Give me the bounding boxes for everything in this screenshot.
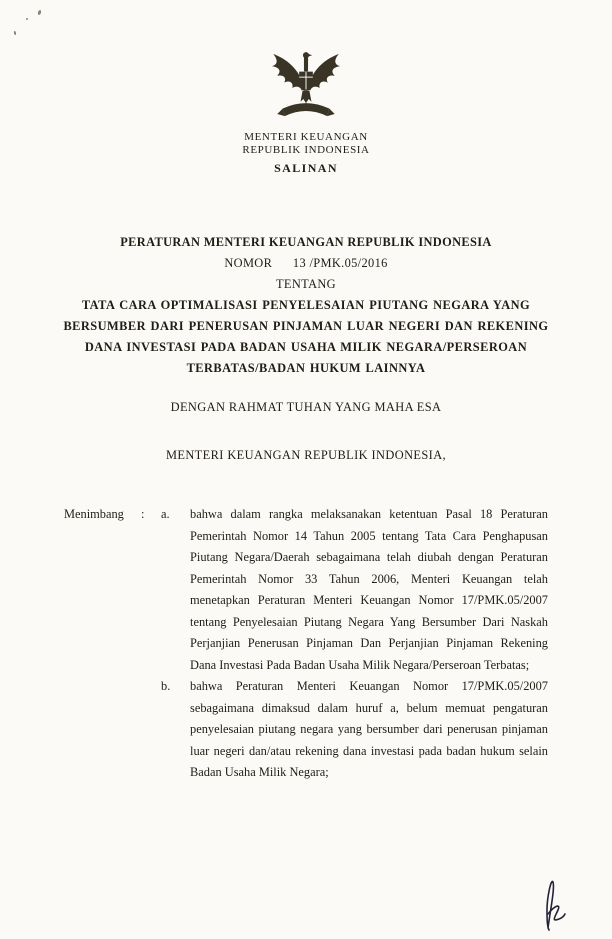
scan-speck [37,10,41,16]
garuda-pancasila-emblem-icon [265,42,347,130]
invocation-line: DENGAN RAHMAT TUHAN YANG MAHA ESA [170,400,442,414]
authority-line: MENTERI KEUANGAN REPUBLIK INDONESIA, [165,448,447,462]
scan-speck [26,18,28,20]
menimbang-items [161,504,548,784]
copy-label: SALINAN [274,161,338,175]
regulation-number: NOMOR 13 /PMK.05/2016 [224,256,388,270]
item-marker: a. [161,507,170,521]
menimbang-label: Menimbang [64,507,124,521]
item-text: bahwa dalam rangka melaksanakan ketentuan Pasal 18 Peraturan Pemerintah Nomor 14 Tahun 2005 tentang Tata Cara Penghapusan Piutang Negara/Daerah sebagaimana telah diubah dengan Peraturan Pemerintah Nomor 33 Tahun 2006, Menteri Keuangan telah menetapkan Peraturan Menteri Keuangan Nomor 17/PMK.05/2007 tentang Penyelesaian Piutang Negara Yang Bersumber Dari Naskah Perjanjian Penerusan Pinjaman Dan Perjanjian Pinjaman Rekening Dana Investasi Pada Badan Usaha Milik Negara/Perseroan Terbatas; [190,507,548,672]
menimbang-colon: : [141,507,145,521]
handwritten-initial [534,876,576,934]
consideration-item [161,504,548,676]
regulation-title-line: PERATURAN MENTERI KEUANGAN REPUBLIK INDONESIA [120,235,492,249]
letterhead [0,131,612,176]
title-block [60,232,552,379]
republic-name: REPUBLIK INDONESIA [242,144,370,156]
scan-speck [14,31,17,35]
item-marker: b. [161,679,171,693]
regulation-subject: TATA CARA OPTIMALISASI PENYELESAIAN PIUTANG NEGARA YANG BERSUMBER DARI PENERUSAN PINJAMAN LUAR NEGERI DAN REKENING DANA INVESTASI PADA BADAN USAHA MILIK NEGARA/PERSEROAN TERBATAS/BADAN HUKUM LAINNYA [63,298,549,375]
menimbang-section [64,504,548,784]
consideration-item [161,676,548,784]
item-text: bahwa Peraturan Menteri Keuangan Nomor 17/PMK.05/2007 sebagaimana dimaksud dalam huruf a, belum memuat pengaturan penyelesaian piutang negara yang bersumber dari penerusan pinjaman luar negeri dan/atau rekening dana investasi pada badan hukum selain Badan Usaha Milik Negara; [190,679,548,779]
ministry-name: MENTERI KEUANGAN [244,131,368,143]
tentang-label: TENTANG [276,277,336,291]
